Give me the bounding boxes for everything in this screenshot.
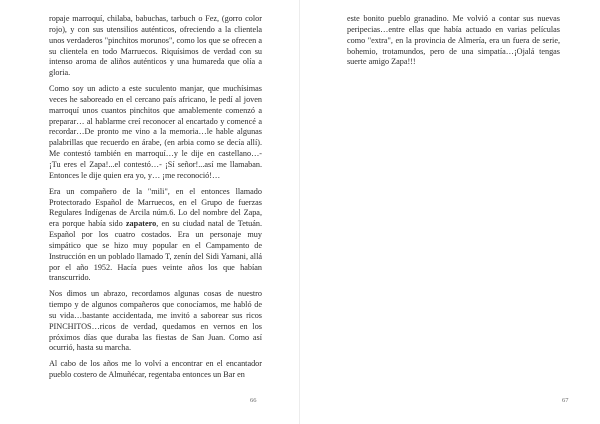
paragraph-text: , en su ciudad natal de Tetuán. Español por los cuatro costados. Era un personaje muy simpático que se hizo muy popular en el Campamento de Instrucción en un poblado llamado T, zenín del Sidi Yamani, allá por el año 1952. Hacía pues veinte años los que habían transcurrido. bbox=[49, 219, 263, 283]
right-page bbox=[300, 0, 600, 424]
paragraph: Como soy un adicto a este suculento manjar, que muchísimas veces he saboreado en el cercano país africano, le pedí al joven marroquí unos cuantos pinchitos que amablemente comenzó a preparar… al hablarme creí reconocer al encartado y comencé a recordar…De pronto me vino a la memoria…le hable algunas palabrillas que recuerdo en árabe, (en arbia como se decía allí). Me contestó también en marroquí…y le dije en castellano…- ¡Tu eres el Zapa!...el contestó…- ¡Sí señor!...así me llamaban. Entonces le dije quien era yo, y… ¡me reconoció!… bbox=[49, 84, 262, 180]
paragraph: ropaje marroquí, chilaba, babuchas, tarbuch o Fez, (gorro color rojo), y con sus utensilios auténticos, ofreciendo a la clientela unos verdaderos "pinchitos morunos", como los que se ofrecen a su clientela en todo Marruecos. Riquísimos de verdad con su intenso aroma de aliños auténticos y una humareda que olía a gloria. bbox=[49, 14, 262, 78]
paragraph: Al cabo de los años me lo volví a encontrar en el encantador pueblo costero de Almuñécar, regentaba entonces un Bar en bbox=[49, 359, 262, 380]
paragraph: Nos dimos un abrazo, recordamos algunas cosas de nuestro tiempo y de algunos compañeros que conocíamos, me habló de su vida…bastante accidentada, me invitó a saborear sus ricos PINCHITOS…ricos de verdad, quedamos en vernos en los próximos días que duraba las fiestas de San Juan. Como así ocurrió, hasta su marcha. bbox=[49, 289, 262, 353]
paragraph-text: Era un compañero de la "mili", en el entonces llamado Protectorado Español de Marruecos, en el Grupo de fuerzas Regulares Indígenas de Arcila núm.6. Lo del nombre del Zapa, era porque había sido bbox=[49, 186, 262, 229]
bold-word: zapatero bbox=[125, 219, 157, 229]
page-number-left: 66 bbox=[250, 397, 257, 404]
paragraph: este bonito pueblo granadino. Me volvió a contar sus nuevas peripecias…entre ellas que había actuado en varias películas como "extra", en la provincia de Almería, era un fuera de serie, bohemio, trotamundos, pero de una simpatía…¡Ojalá tengas suerte amigo Zapa!!! bbox=[347, 14, 560, 67]
left-page-text bbox=[49, 14, 262, 386]
right-page-text bbox=[347, 14, 560, 73]
paragraph bbox=[49, 187, 262, 285]
page-number-right: 67 bbox=[562, 397, 569, 404]
